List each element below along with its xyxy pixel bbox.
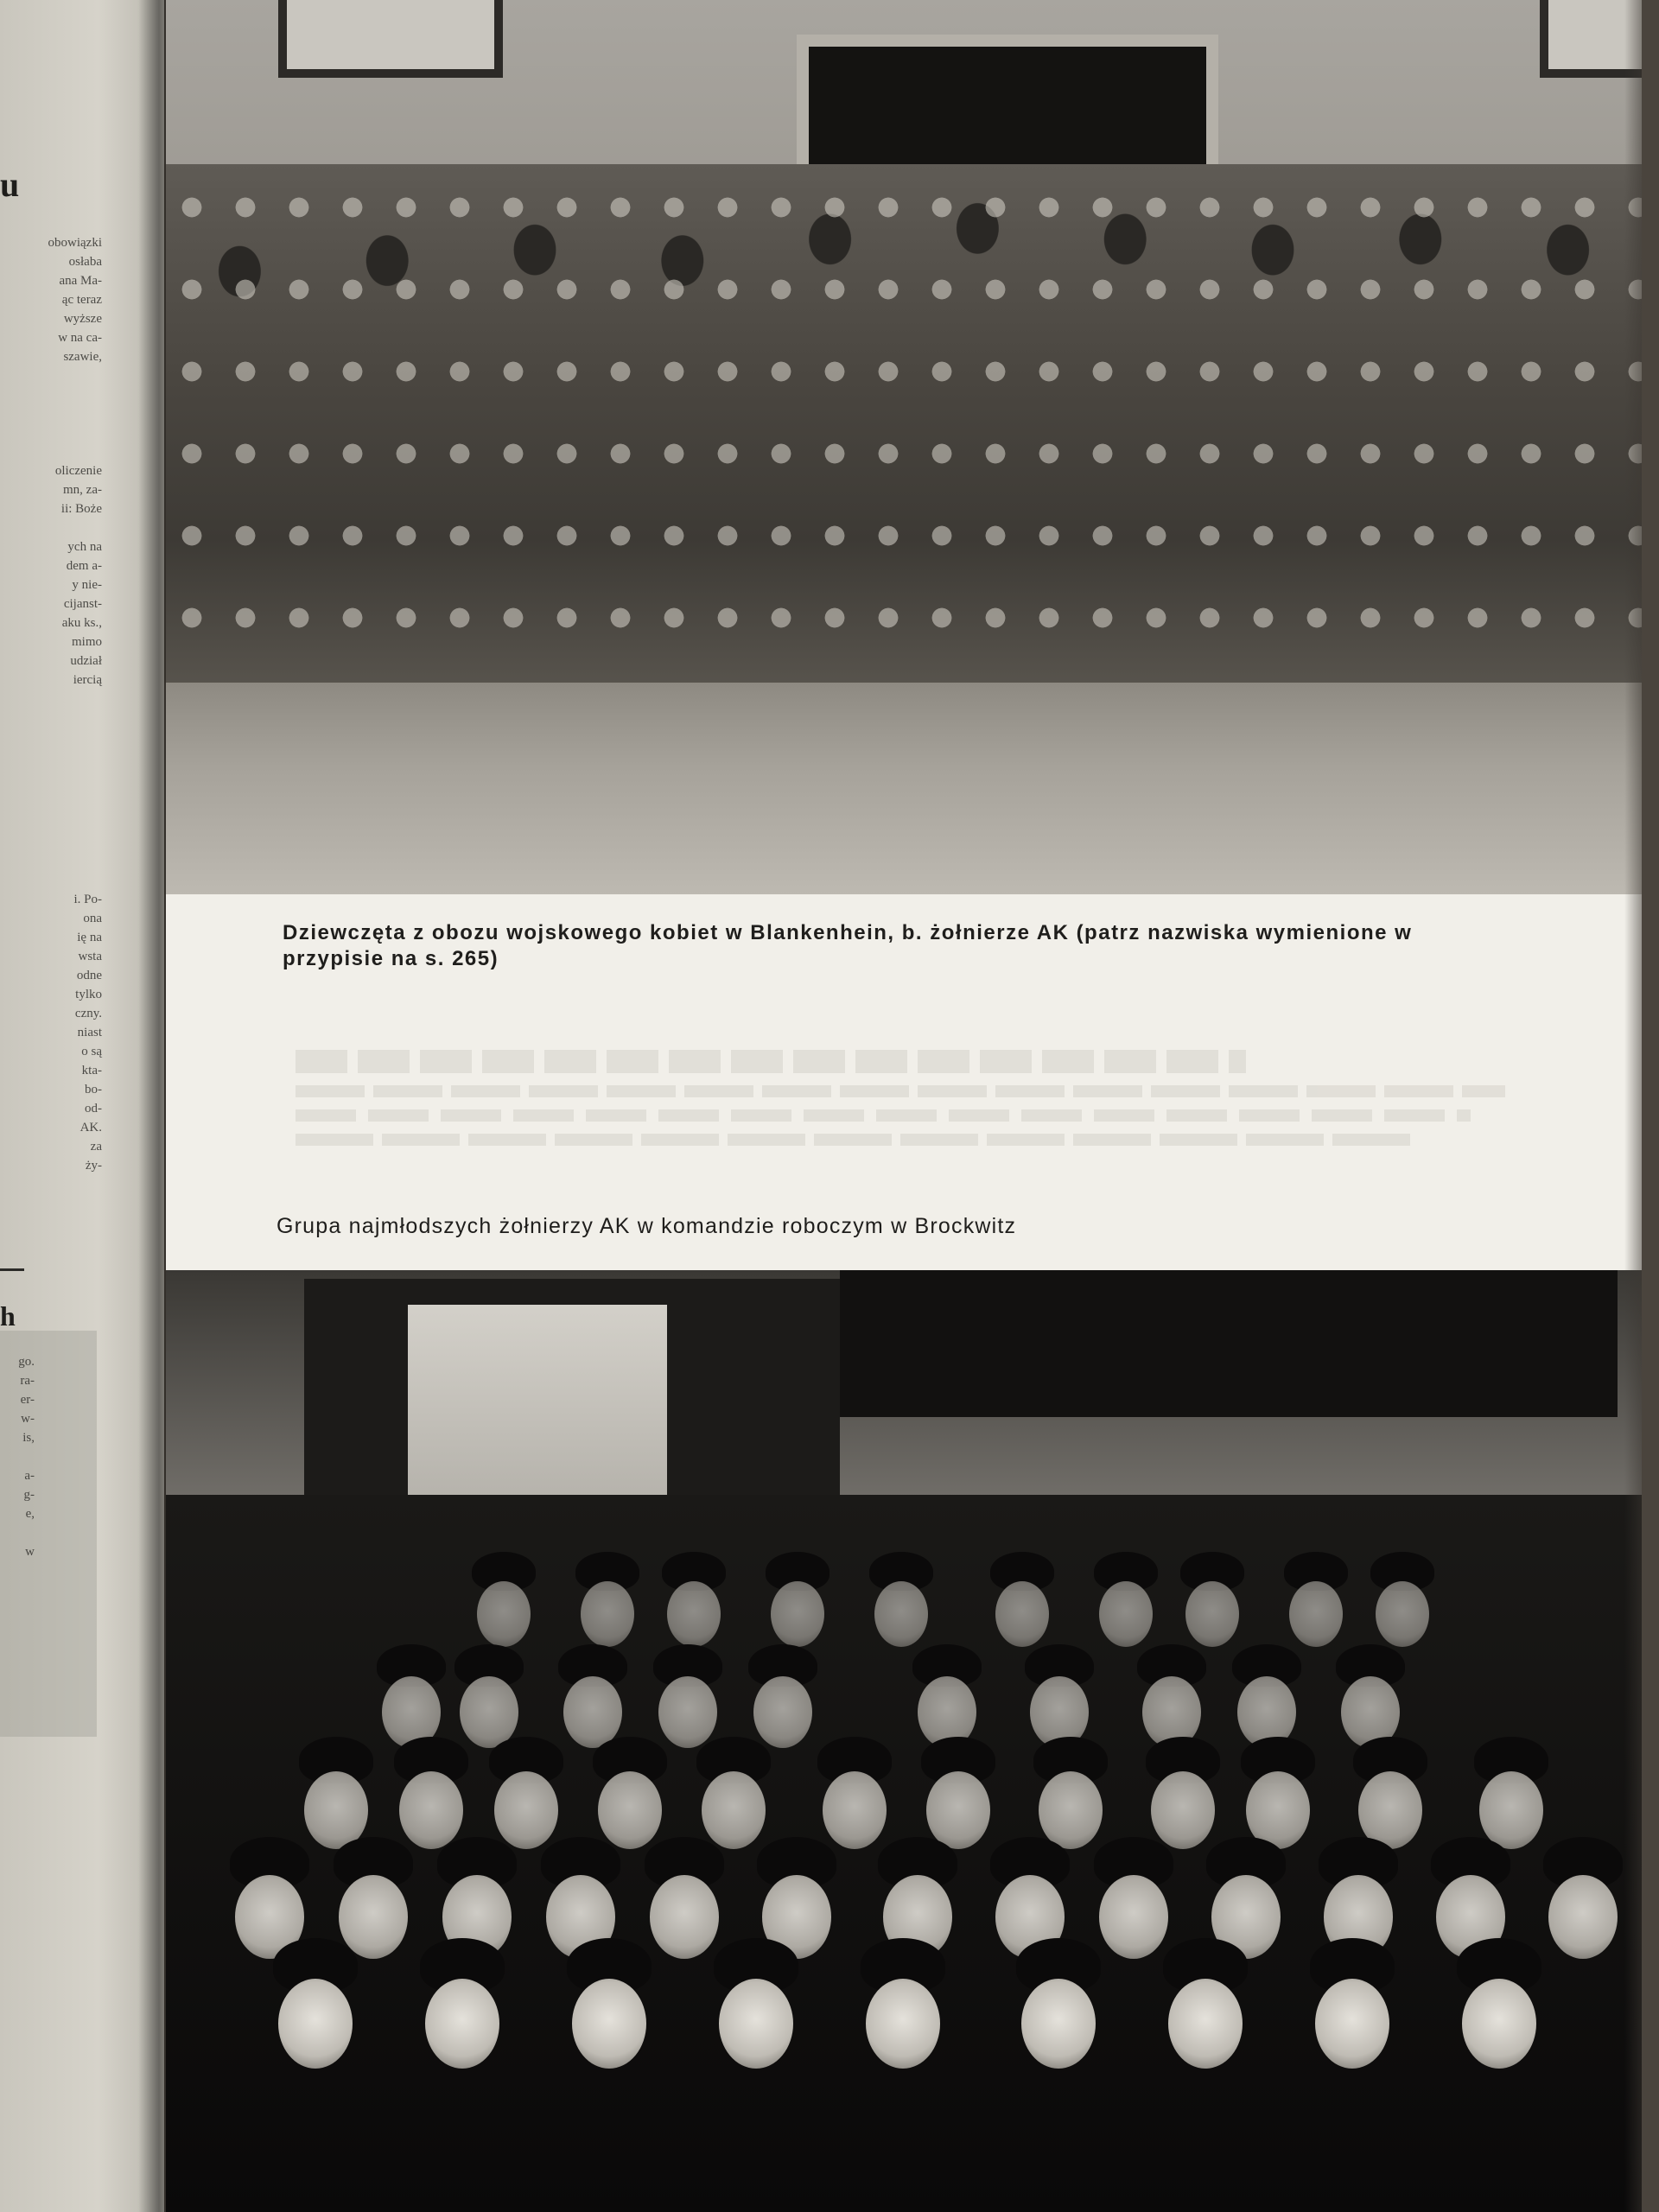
left-page-text-line [0, 423, 102, 442]
right-page [166, 0, 1642, 2212]
face [1548, 1875, 1618, 1959]
face [1099, 1875, 1168, 1959]
photo1-caption: Dziewczęta z obozu wojskowego kobiet w Blankenhein, b. żołnierze AK (patrz nazwiska wymienione w przypisie na s. 265) [283, 921, 1413, 970]
left-page-text-line: dem a- [66, 559, 102, 573]
left-page-text-column-2 [0, 890, 102, 1175]
face [399, 1771, 463, 1849]
left-page-text-line: is, [22, 1431, 35, 1445]
caption-area [166, 894, 1642, 1270]
face [823, 1771, 887, 1849]
face [995, 1581, 1049, 1647]
left-page-text-line: w- [21, 1412, 35, 1426]
left-page-text-line: ii: Boże [60, 502, 102, 516]
face [581, 1581, 634, 1647]
left-page-text-column-3 [0, 1352, 35, 1561]
left-page-text-line [0, 366, 102, 385]
left-page-text-line: e, [25, 1507, 35, 1521]
face [771, 1581, 824, 1647]
left-page-heading-fragment: u [0, 165, 20, 204]
left-page-text-line: o są [81, 1045, 102, 1058]
face [702, 1771, 766, 1849]
face [866, 1979, 940, 2069]
left-page-text-line: niast [77, 1026, 102, 1039]
left-page-text-line: y nie- [72, 578, 102, 592]
face [926, 1771, 990, 1849]
left-page-text-line: cijanst- [63, 597, 102, 611]
left-page-text-line: er- [20, 1393, 35, 1407]
face [304, 1771, 368, 1849]
left-page-text-line: oliczenie [54, 464, 102, 478]
left-page-text-line: g- [23, 1488, 35, 1502]
left-page-text-line: ona [83, 912, 102, 925]
left-page-text-line: a- [24, 1469, 35, 1483]
left-page-text-line: wsta [78, 950, 102, 963]
left-page-text-line [0, 442, 102, 461]
face [339, 1875, 408, 1959]
left-page-text-line: osłaba [68, 255, 102, 269]
left-page-text-line: ana Ma- [59, 274, 102, 288]
left-page-rule [0, 1268, 24, 1271]
face [494, 1771, 558, 1849]
face [278, 1979, 353, 2069]
left-page-text-line: w [25, 1545, 35, 1559]
left-page-text-line: iercią [73, 673, 102, 687]
photo2-caption: Grupa najmłodszych żołnierzy AK w komandzie roboczym w Brockwitz [276, 1214, 1017, 1238]
face [563, 1676, 622, 1748]
left-page-text-line: w na ca- [58, 331, 102, 345]
photo-young-soldiers [166, 1270, 1642, 2212]
left-page-text-line: kta- [81, 1064, 102, 1077]
left-page-text-line: ra- [20, 1374, 35, 1388]
left-page-text-line: aku ks., [61, 616, 102, 630]
face [572, 1979, 646, 2069]
face [650, 1875, 719, 1959]
face [719, 1979, 793, 2069]
face [460, 1676, 518, 1748]
left-page-text-line: ży- [85, 1159, 102, 1173]
left-page-text-line: wyższe [63, 312, 102, 326]
left-page-text-line: ąc teraz [61, 293, 102, 307]
wall-picture [408, 1305, 667, 1503]
face [1039, 1771, 1103, 1849]
left-page-text-line: udział [70, 654, 102, 668]
face [753, 1676, 812, 1748]
left-page-text-line: szawie, [63, 350, 102, 364]
face [1185, 1581, 1239, 1647]
left-page-text-line: ych na [67, 540, 102, 554]
face [1168, 1979, 1243, 2069]
face [1099, 1581, 1153, 1647]
left-page-text-line [0, 518, 102, 537]
left-page-text-line [0, 1447, 35, 1466]
left-page-text-line: mn, za- [63, 483, 102, 497]
left-page-text-line: obowiązki [48, 236, 102, 250]
face [1021, 1979, 1096, 2069]
left-page-text-line: AK. [79, 1121, 102, 1135]
face [477, 1581, 531, 1647]
face [667, 1581, 721, 1647]
left-page-text-line [0, 385, 102, 404]
left-page-text-line: i. Po- [73, 893, 102, 906]
left-page-text-column [0, 233, 102, 690]
left-page-text-line: tylko [75, 988, 102, 1001]
face [1151, 1771, 1215, 1849]
face [1315, 1979, 1389, 2069]
left-page-text-line: ię na [77, 931, 102, 944]
face [598, 1771, 662, 1849]
photo-women-camp [166, 0, 1642, 894]
face [1289, 1581, 1343, 1647]
face [425, 1979, 499, 2069]
face [1479, 1771, 1543, 1849]
left-page-text-line: odne [76, 969, 102, 982]
left-page-text-line [0, 1523, 35, 1542]
face [874, 1581, 928, 1647]
left-page-text-line: od- [85, 1102, 102, 1116]
face [1462, 1979, 1536, 2069]
left-page-text-line: go. [18, 1355, 35, 1369]
left-page-text-line: bo- [85, 1083, 102, 1096]
show-through-text [296, 1050, 1548, 1146]
left-page-text-line: za [90, 1140, 102, 1154]
ground [166, 683, 1642, 894]
left-page-text-line [0, 404, 102, 423]
face [658, 1676, 717, 1748]
left-page-text-line: mimo [71, 635, 102, 649]
left-page-heading-fragment-2: h [0, 1300, 16, 1332]
left-page-text-line: czny. [74, 1007, 102, 1020]
face [1376, 1581, 1429, 1647]
